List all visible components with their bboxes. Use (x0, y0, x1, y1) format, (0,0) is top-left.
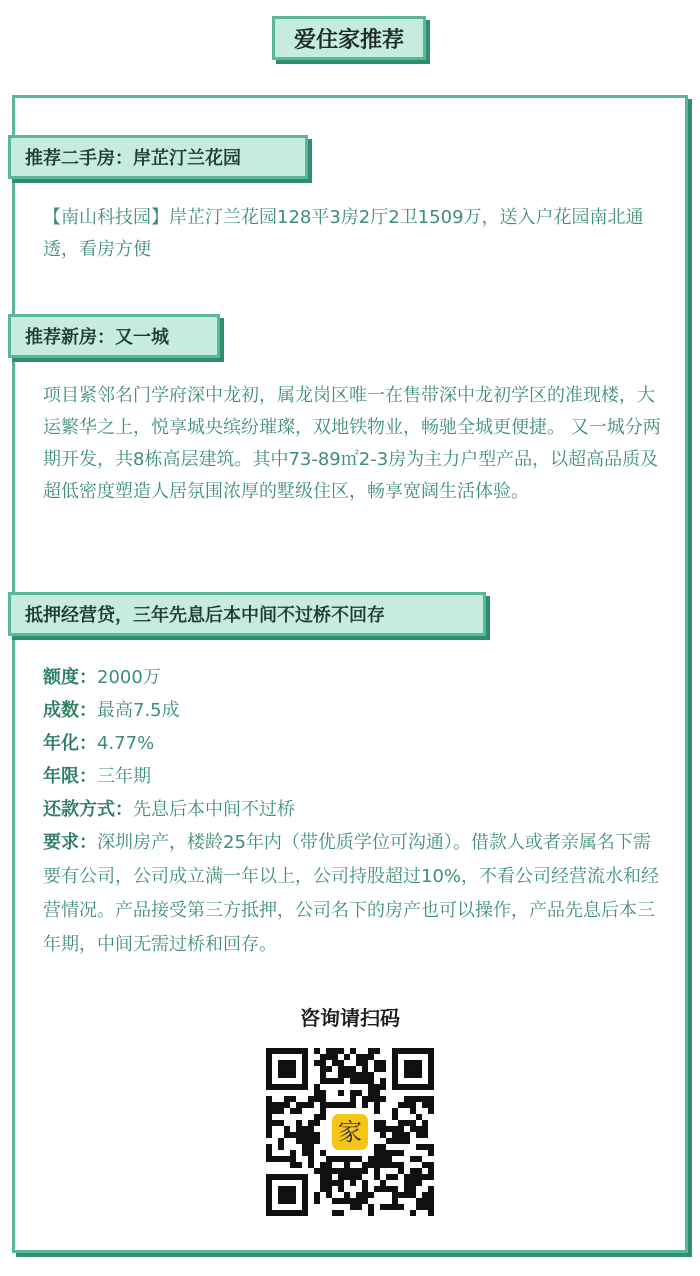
loan-item-key: 成数： (43, 700, 97, 721)
section-title-loan: 抵押经营贷，三年先息后本中间不过桥不回存 (8, 592, 486, 636)
page-title: 爱住家推荐 (272, 16, 426, 60)
qr-logo-glyph: 家 (338, 1118, 362, 1146)
loan-item-ratio (43, 694, 663, 727)
loan-item-amount (43, 661, 663, 694)
loan-item-rate (43, 727, 663, 760)
loan-item-repayment (43, 793, 663, 826)
loan-item-key: 年化： (43, 733, 97, 754)
section-body-newhouse: 项目紧邻名门学府深中龙初，属龙岗区唯一在售带深中龙初学区的准现楼，大运繁华之上，悦享城央缤纷璀璨，双地铁物业，畅驰全城更便捷。 又一城分两期开发，共8栋高层建筑。其中73-89㎡2-3房为主力户型产品，以超高品质及超低密度塑造人居氛围浓厚的墅级住区，畅享宽阔生活体验。 (43, 385, 661, 502)
loan-item-key: 要求： (43, 832, 97, 853)
loan-item-key: 额度： (43, 667, 97, 688)
loan-item-requirements (43, 826, 663, 962)
loan-item-key: 年限： (43, 766, 97, 787)
loan-item-key: 还款方式： (43, 799, 133, 820)
qr-code-image[interactable] (266, 1048, 434, 1216)
loan-item-value: 先息后本中间不过桥 (133, 799, 295, 820)
section-title-secondhand: 推荐二手房：岸芷汀兰花园 (8, 135, 308, 179)
loan-item-value: 2000万 (97, 667, 161, 688)
loan-item-value: 深圳房产，楼龄25年内（带优质学位可沟通）。借款人或者亲属名下需要有公司，公司成立满一年以上，公司持股超过10%，不看公司经营流水和经营情况。产品接受第三方抵押，公司名下的房产也可以操作，产品先息后本三年期，中间无需过桥和回存。 (43, 832, 660, 955)
section-body-secondhand: 【南山科技园】岸芷汀兰花园128平3房2厅2卫1509万，送入户花园南北通透，看房方便 (43, 207, 644, 260)
loan-item-value: 最高7.5成 (97, 700, 180, 721)
loan-item-value: 三年期 (97, 766, 151, 787)
qr-caption: 咨询请扫码 (300, 1006, 400, 1030)
loan-item-term (43, 760, 663, 793)
loan-item-value: 4.77% (97, 733, 155, 754)
section-title-newhouse: 推荐新房：又一城 (8, 314, 220, 358)
